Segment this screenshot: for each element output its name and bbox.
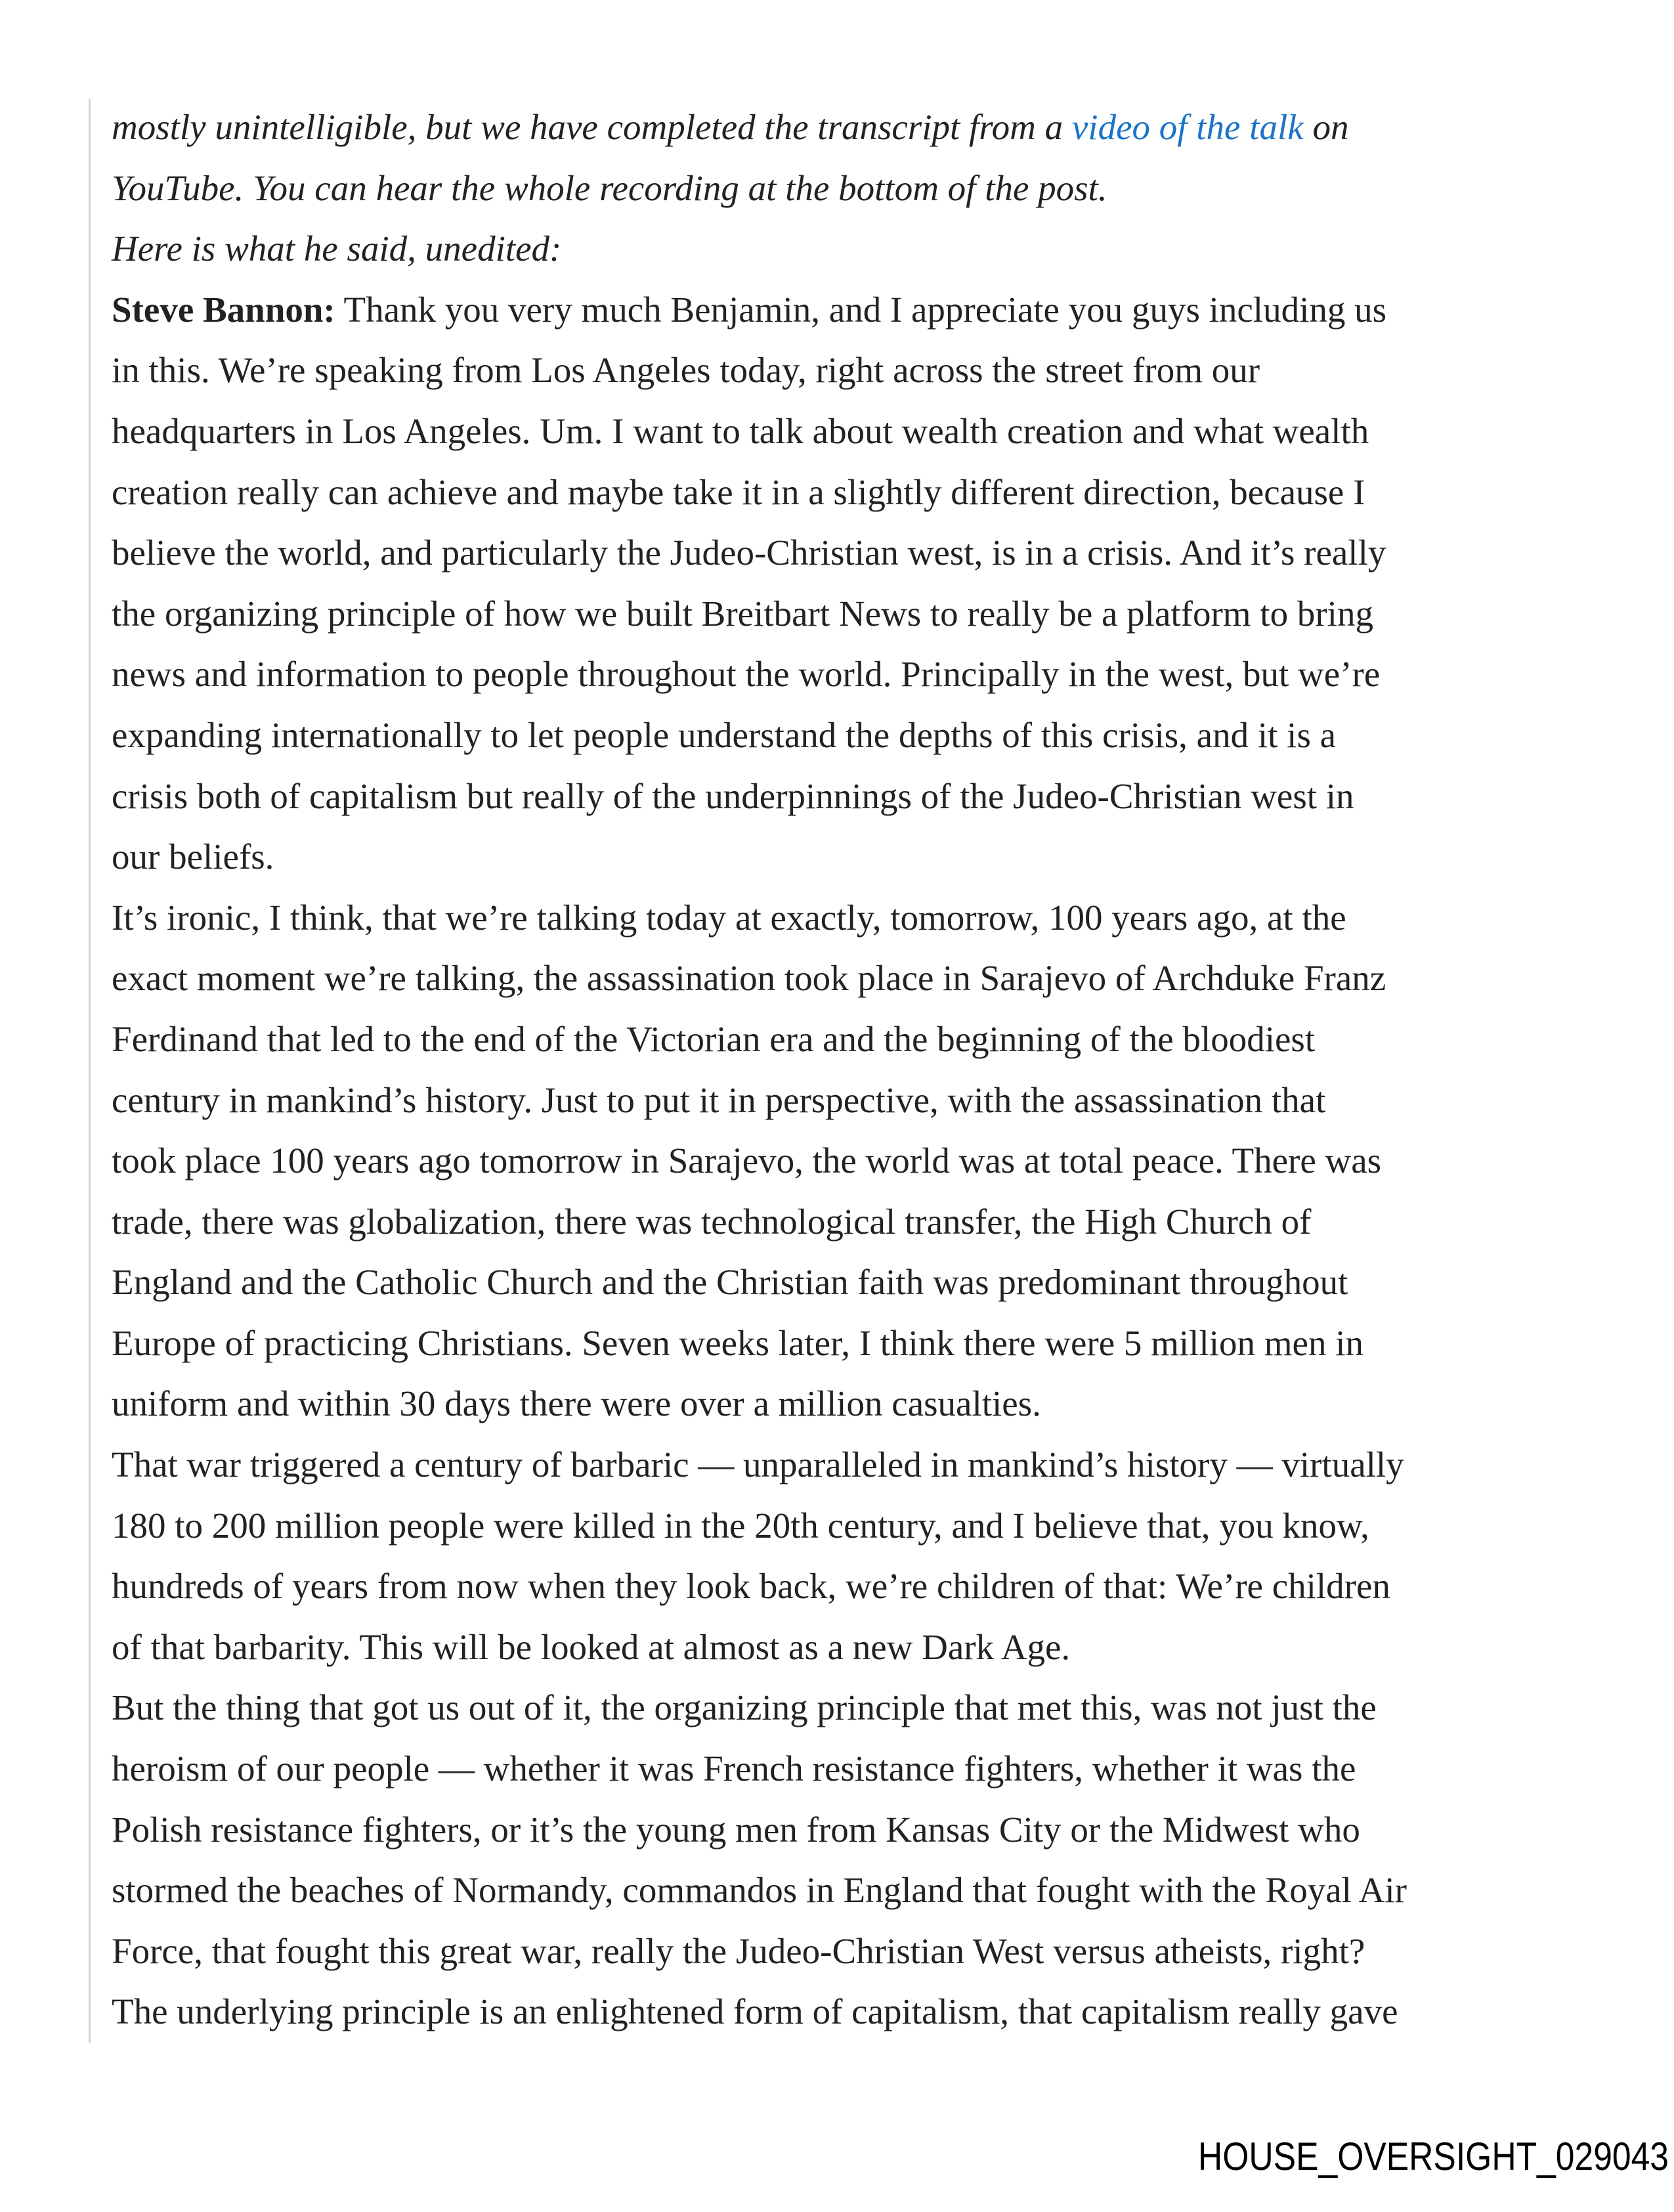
transcript-line: 180 to 200 million people were killed in the 20th century, and I believe that, you know, [112, 1505, 1369, 1546]
transcript-line: heroism of our people — whether it was French resistance fighters, whether it was the [112, 1748, 1356, 1789]
intro-line: YouTube. You can hear the whole recording at the bottom of the post. [112, 167, 1107, 208]
transcript-line: It’s ironic, I think, that we’re talking today at exactly, tomorrow, 100 years ago, at the [112, 897, 1346, 938]
transcript-line: England and the Catholic Church and the Christian faith was predominant throughout [112, 1262, 1348, 1303]
article-body [112, 97, 1589, 2043]
transcript-line: The underlying principle is an enlightened form of capitalism, that capitalism really gave [112, 1991, 1398, 2032]
transcript-line: took place 100 years ago tomorrow in Sarajevo, the world was at total peace. There was [112, 1140, 1382, 1181]
transcript-line: creation really can achieve and maybe take it in a slightly different direction, because I [112, 471, 1365, 512]
transcript-line [112, 280, 1589, 341]
video-link[interactable]: video of the talk [1071, 107, 1304, 147]
transcript-line: That war triggered a century of barbaric — unparalleled in mankind’s history — virtually [112, 1444, 1404, 1485]
transcript-line: uniform and within 30 days there were over a million casualties. [112, 1383, 1041, 1424]
transcript-line: exact moment we’re talking, the assassination took place in Sarajevo of Archduke Franz [112, 958, 1386, 999]
intro-line: Here is what he said, unedited: [112, 228, 562, 269]
intro-text: mostly unintelligible, but we have completed the transcript from a [112, 107, 1072, 147]
speaker-name: Steve Bannon: [112, 289, 335, 330]
transcript-line: news and information to people throughout the world. Principally in the west, but we’re [112, 654, 1381, 695]
transcript-line: stormed the beaches of Normandy, commandos in England that fought with the Royal Air [112, 1870, 1407, 1911]
transcript-line: Force, that fought this great war, really the Judeo-Christian West versus atheists, right? [112, 1930, 1365, 1971]
blockquote-rule [89, 98, 91, 2043]
transcript-line: Ferdinand that led to the end of the Victorian era and the beginning of the bloodiest [112, 1018, 1316, 1059]
transcript-line: hundreds of years from now when they look back, we’re children of that: We’re children [112, 1566, 1390, 1607]
transcript-line: the organizing principle of how we built Breitbart News to really be a platform to bring [112, 593, 1373, 634]
intro-text: on [1303, 107, 1349, 147]
transcript-line: believe the world, and particularly the Judeo-Christian west, is in a crisis. And it’s really [112, 532, 1386, 573]
transcript-line: Polish resistance fighters, or it’s the young men from Kansas City or the Midwest who [112, 1809, 1360, 1850]
transcript-line: But the thing that got us out of it, the organizing principle that met this, was not just the [112, 1687, 1377, 1728]
transcript-line: headquarters in Los Angeles. Um. I want to talk about wealth creation and what wealth [112, 410, 1369, 451]
transcript-line: our beliefs. [112, 836, 274, 877]
transcript-line: trade, there was globalization, there was technological transfer, the High Church of [112, 1201, 1312, 1242]
transcript-text: Thank you very much Benjamin, and I appreciate you guys including us [335, 289, 1387, 330]
transcript-line: crisis both of capitalism but really of the underpinnings of the Judeo-Christian west in [112, 775, 1354, 816]
transcript-line: century in mankind’s history. Just to put it in perspective, with the assassination that [112, 1079, 1326, 1120]
transcript-line: expanding internationally to let people understand the depths of this crisis, and it is a [112, 714, 1337, 755]
document-id: HOUSE_OVERSIGHT_029043 [1198, 2135, 1669, 2179]
intro-line [112, 97, 1589, 158]
transcript-line: of that barbarity. This will be looked at almost as a new Dark Age. [112, 1626, 1071, 1667]
transcript-line: Europe of practicing Christians. Seven weeks later, I think there were 5 million men in [112, 1322, 1363, 1363]
transcript-line: in this. We’re speaking from Los Angeles today, right across the street from our [112, 350, 1260, 391]
